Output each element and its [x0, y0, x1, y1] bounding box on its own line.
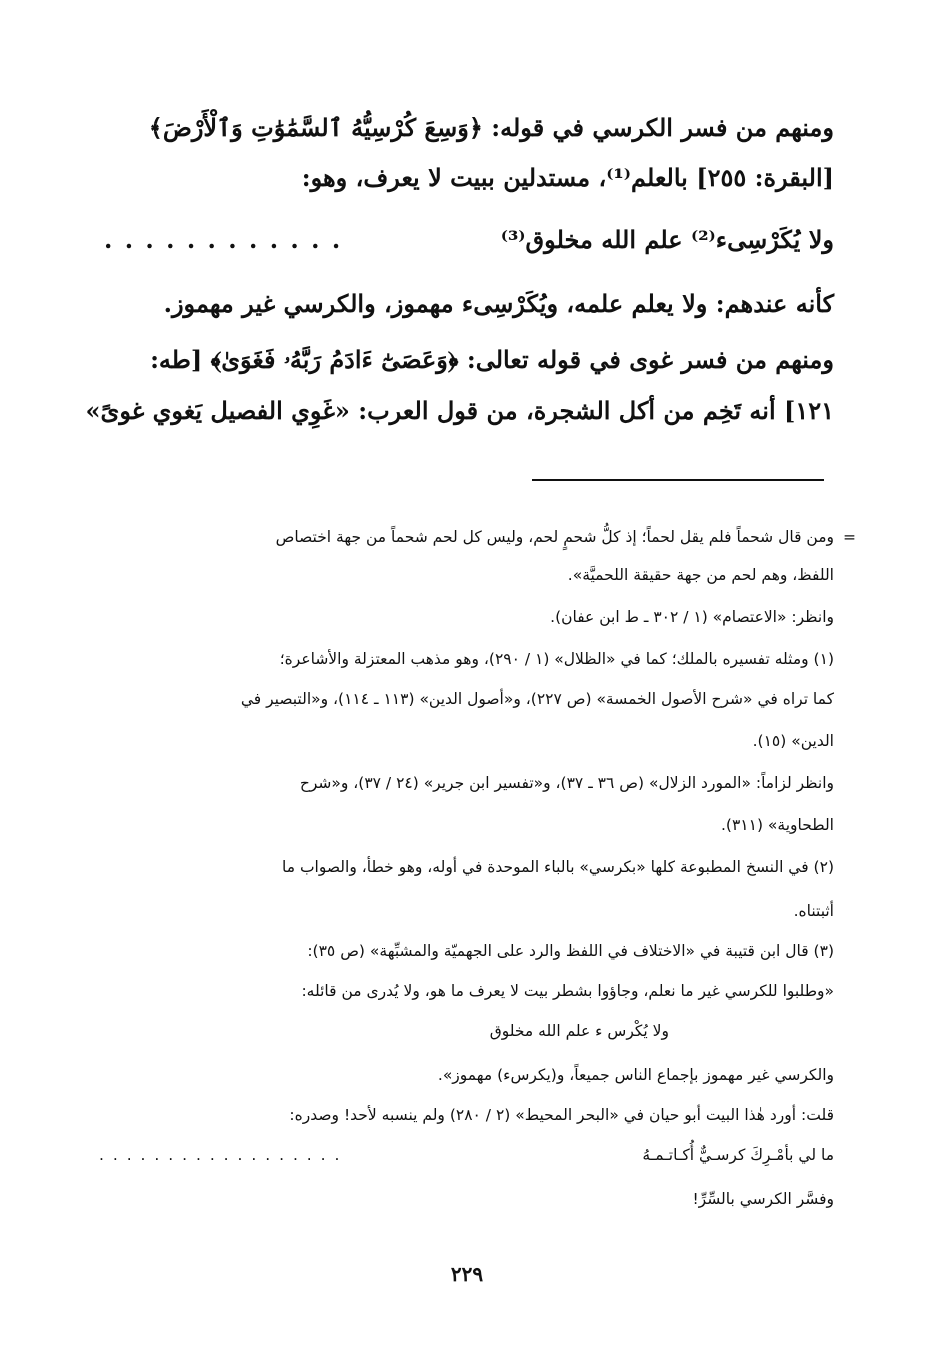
footnote-1-line-2: كما تراه في «شرح الأصول الخمسة» (ص ٢٢٧)، و«أصول الدين» (١١٣ ـ ١١٤)، و«التبصير في	[240, 690, 834, 708]
verse-text: ولا يُكَرْسِىء⁽²⁾ علم الله مخلوق⁽³⁾	[500, 225, 834, 254]
main-line-4: كأنه عندهم: ولا يعلم علمه، ويُكَرْسِىء مهموز، والكرسي غير مهموز.	[163, 289, 834, 318]
footnote-1-line-5: الطحاوية» (٣١١).	[720, 816, 834, 834]
continuation-mark: =	[843, 528, 856, 546]
page-number: ٢٢٩	[450, 1262, 484, 1286]
footnote-3-line-5: قلت: أورد هٰذا البيت أبو حيان في «البحر المحيط» (٢ / ٢٨٠) ولم ينسبه لأحد! وصدره:	[289, 1106, 834, 1124]
footnote-3-line-7: وفسَّر الكرسي بالسِّرِّ!	[692, 1190, 834, 1208]
footnote-1-line-4: وانظر لزاماً: «المورد الزلال» (ص ٣٦ ـ ٣٧)، و«تفسير ابن جرير» (٢٤ / ٣٧)، و«شرح	[299, 774, 834, 792]
footnote-cont-1	[275, 522, 856, 552]
footnote-3-verse-row	[99, 1140, 834, 1170]
footnote-1-line-3: الدين» (١٥).	[752, 732, 834, 750]
footnote-cont-2: اللفظ، وهم لحم من جهة حقيقة اللحميَّة».	[567, 566, 834, 584]
footnote-3-verse-text: ما لي بأمْـرِكَ كرسـيٌّ أُكـاتـمـهُ	[642, 1146, 834, 1164]
main-line-5: ومنهم من فسر غوى في قوله تعالى: ﴿وَعَصَىٰٓ ءَادَمُ رَبَّهُۥ فَغَوَىٰ﴾ [طه:	[150, 345, 834, 374]
footnote-separator	[532, 479, 824, 481]
footnote-3-line-4: والكرسي غير مهموز بإجماع الناس جميعاً، و(يكرسء) مهموز».	[437, 1066, 834, 1084]
main-line-2: [البقرة: ٢٥٥] بالعلم⁽¹⁾، مستدلين ببيت لا يعرف، وهو:	[301, 163, 834, 192]
footnote-2-line-1: (٢) في النسخ المطبوعة كلها «بكرسي» بالباء الموحدة في أوله، وهو خطأ، والصواب ما	[282, 858, 834, 876]
footnote-3-verse-dots: . . . . . . . . . . . . . . . . . .	[99, 1146, 342, 1164]
footnote-3-verse-quote: ولا يُكْرس ء علم الله مخلوق	[489, 1022, 669, 1040]
footnote-cont-3: وانظر: «الاعتصام» (١ / ٣٠٢ ـ ط ابن عفان).	[550, 608, 834, 626]
main-line-1: ومنهم من فسر الكرسي في قوله: ﴿وَسِعَ كُرْسِيُّهُ ٱلسَّمَٰوَٰتِ وَٱلْأَرْضَ﴾	[148, 113, 834, 142]
footnote-3-line-1: (٣) قال ابن قتيبة في «الاختلاف في اللفظ والرد على الجهميّة والمشبِّهة» (ص ٣٥):	[307, 942, 834, 960]
footnote-cont-1-text: ومن قال شحماً فلم يقل لحماً؛ إذ كلُّ شحمٍ لحم، وليس كل لحم شحماً من جهة اختصاص	[275, 528, 834, 546]
footnote-2-line-2: أثبتناه.	[793, 902, 834, 920]
footnote-1-line-1: (١) ومثله تفسيره بالملك؛ كما في «الظلال» (١ / ٢٩٠)، وهو مذهب المعتزلة والأشاعرة؛	[279, 650, 834, 668]
verse-dots: . . . . . . . . . . . .	[104, 225, 343, 254]
footnote-3-line-2: «وطلبوا للكرسي غير ما نعلم، وجاؤوا بشطر بيت لا يعرف ما هو، ولا يُدرى من قائله:	[301, 982, 834, 1000]
verse-line	[104, 220, 834, 260]
main-line-6: ١٢١] أنه تَخِم من أكل الشجرة، من قول العرب: «غَوِي الفصيل يَغوي غوىً»	[85, 396, 834, 425]
